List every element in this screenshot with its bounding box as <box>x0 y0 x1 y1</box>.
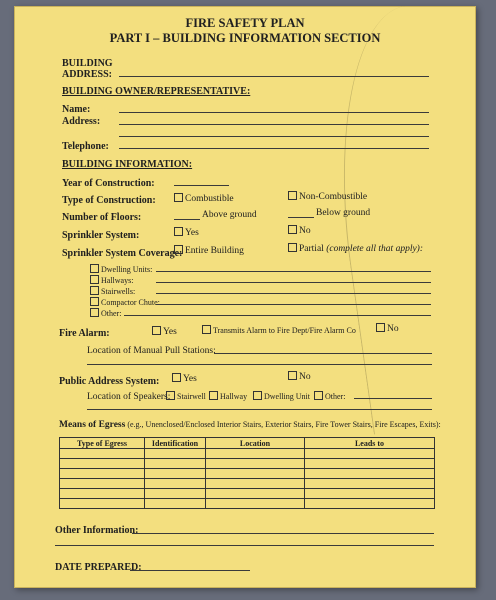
checkbox[interactable] <box>152 326 161 335</box>
fire-alarm-yes-option[interactable] <box>152 326 177 337</box>
compactor-chute-field[interactable] <box>156 304 431 305</box>
above-ground-text: Above ground <box>202 210 257 220</box>
egress-cell[interactable] <box>305 499 435 509</box>
manual-pull-field[interactable] <box>214 353 432 354</box>
owner-address-label: Address: <box>62 116 101 127</box>
no-text: No <box>387 324 399 334</box>
checkbox[interactable] <box>174 227 183 236</box>
checkbox[interactable] <box>288 243 297 252</box>
egress-cell[interactable] <box>145 479 206 489</box>
date-prepared-field[interactable] <box>130 570 250 571</box>
table-row <box>60 449 435 459</box>
form-subtitle: PART I – BUILDING INFORMATION SECTION <box>109 31 381 45</box>
coverage-item-text: Stairwells: <box>101 287 136 296</box>
checkbox[interactable] <box>376 323 385 332</box>
partial-note: (complete all that apply): <box>326 244 424 254</box>
egress-cell[interactable] <box>206 469 305 479</box>
date-prepared-label: DATE PREPARED: <box>55 562 142 573</box>
transmits-text: Transmits Alarm to Fire Dept/Fire Alarm Co <box>213 326 356 335</box>
egress-label: Means of Egress <box>59 420 126 430</box>
speaker-stairwell-option[interactable] <box>166 391 206 401</box>
checkbox[interactable] <box>174 193 183 202</box>
egress-cell[interactable] <box>305 479 435 489</box>
egress-cell[interactable] <box>60 499 145 509</box>
partial-option[interactable] <box>288 243 423 254</box>
checkbox[interactable] <box>288 191 297 200</box>
below-ground-field[interactable] <box>288 217 314 218</box>
sprinkler-yes-option[interactable] <box>174 227 199 238</box>
speakers-label: Location of Speakers: <box>87 392 171 402</box>
year-field[interactable] <box>174 185 229 186</box>
type-label: Type of Construction: <box>62 195 156 206</box>
building-address-field[interactable] <box>119 76 429 77</box>
no-text: No <box>299 226 311 236</box>
dwelling-units-field[interactable] <box>156 271 431 272</box>
egress-cell[interactable] <box>206 479 305 489</box>
fire-alarm-no-option[interactable] <box>376 323 399 334</box>
coverage-label: Sprinkler System Coverage: <box>62 248 183 259</box>
yes-text: Yes <box>185 228 199 238</box>
checkbox[interactable] <box>288 225 297 234</box>
transmits-alarm-option[interactable] <box>202 325 356 335</box>
dwelling-unit-text: Dwelling Unit <box>264 392 310 401</box>
checkbox[interactable] <box>202 325 211 334</box>
pa-no-option[interactable] <box>288 371 311 382</box>
table-row <box>60 499 435 509</box>
owner-address-field[interactable] <box>119 124 429 125</box>
speakers-field-2[interactable] <box>87 409 432 410</box>
egress-cell[interactable] <box>305 489 435 499</box>
sprinkler-no-option[interactable] <box>288 225 311 236</box>
coverage-item-text: Hallways: <box>101 276 134 285</box>
coverage-hallways[interactable] <box>90 275 133 285</box>
non-combustible-text: Non-Combustible <box>299 192 368 202</box>
checkbox[interactable] <box>288 371 297 380</box>
combustible-text: Combustible <box>185 194 234 204</box>
checkbox[interactable] <box>209 391 218 400</box>
egress-cell[interactable] <box>145 459 206 469</box>
building-info-heading: BUILDING INFORMATION: <box>62 159 193 170</box>
checkbox[interactable] <box>90 308 99 317</box>
public-address-label: Public Address System: <box>59 376 160 387</box>
speaker-dwelling-unit-option[interactable] <box>253 391 310 401</box>
egress-column-header: Leads to <box>305 438 435 449</box>
checkbox[interactable] <box>174 245 183 254</box>
above-ground-field[interactable] <box>174 219 200 220</box>
other-text: Other: <box>325 392 346 401</box>
egress-cell[interactable] <box>145 489 206 499</box>
egress-cell[interactable] <box>60 479 145 489</box>
owner-address-field-2[interactable] <box>119 136 429 137</box>
egress-cell[interactable] <box>145 469 206 479</box>
combustible-option[interactable] <box>174 193 234 204</box>
egress-cell[interactable] <box>60 489 145 499</box>
egress-column-header: Location <box>206 438 305 449</box>
egress-cell[interactable] <box>60 469 145 479</box>
speaker-other-option[interactable] <box>314 391 345 401</box>
coverage-item-text: Compactor Chute: <box>101 298 160 307</box>
other-information-label: Other Information: <box>55 525 139 536</box>
other-information-field[interactable] <box>132 533 434 534</box>
pa-yes-option[interactable] <box>172 373 197 384</box>
egress-cell[interactable] <box>305 449 435 459</box>
egress-cell[interactable] <box>60 459 145 469</box>
manual-pull-field-2[interactable] <box>87 364 432 365</box>
address-label: ADDRESS: <box>62 69 113 80</box>
entire-building-option[interactable] <box>174 245 244 256</box>
checkbox[interactable] <box>314 391 323 400</box>
egress-cell[interactable] <box>305 469 435 479</box>
owner-name-label: Name: <box>62 104 91 115</box>
owner-name-field[interactable] <box>119 112 429 113</box>
speaker-other-field[interactable] <box>354 398 432 399</box>
checkbox[interactable] <box>166 391 175 400</box>
egress-column-header: Type of Egress <box>60 438 145 449</box>
yes-text: Yes <box>183 374 197 384</box>
coverage-item-text: Other: <box>101 309 122 318</box>
egress-cell[interactable] <box>206 459 305 469</box>
checkbox[interactable] <box>90 275 99 284</box>
table-row <box>60 469 435 479</box>
checkbox[interactable] <box>90 286 99 295</box>
coverage-other[interactable] <box>90 308 121 318</box>
egress-column-header: Identification <box>145 438 206 449</box>
egress-table-body <box>60 449 435 509</box>
coverage-other-field[interactable] <box>124 315 431 316</box>
sprinkler-label: Sprinkler System: <box>62 230 140 241</box>
egress-label-row <box>59 420 441 430</box>
floors-label: Number of Floors: <box>62 212 142 223</box>
hallway-text: Hallway <box>220 392 248 401</box>
building-label: BUILDING <box>62 58 113 69</box>
checkbox[interactable] <box>253 391 262 400</box>
coverage-stairwells[interactable] <box>90 286 135 296</box>
table-row <box>60 479 435 489</box>
egress-cell[interactable] <box>145 499 206 509</box>
no-text: No <box>299 372 311 382</box>
checkbox[interactable] <box>90 297 99 306</box>
form-title: FIRE SAFETY PLAN <box>185 16 305 30</box>
coverage-item-text: Dwelling Units: <box>101 265 153 274</box>
owner-telephone-field[interactable] <box>119 148 429 149</box>
speaker-hallway-option[interactable] <box>209 391 247 401</box>
egress-cell[interactable] <box>60 449 145 459</box>
non-combustible-option[interactable] <box>288 191 367 202</box>
egress-cell[interactable] <box>305 459 435 469</box>
egress-table <box>59 437 435 509</box>
other-information-field-2[interactable] <box>55 545 434 546</box>
fire-alarm-label: Fire Alarm: <box>59 328 110 339</box>
entire-building-text: Entire Building <box>185 246 244 256</box>
owner-telephone-label: Telephone: <box>62 141 109 152</box>
below-ground-text: Below ground <box>316 208 371 218</box>
stairwells-field[interactable] <box>156 293 431 294</box>
paper-fold-shadow <box>316 6 476 434</box>
checkbox[interactable] <box>90 264 99 273</box>
coverage-dwelling-units[interactable] <box>90 264 152 274</box>
owner-heading: BUILDING OWNER/REPRESENTATIVE: <box>62 86 251 97</box>
egress-cell[interactable] <box>206 499 305 509</box>
checkbox[interactable] <box>172 373 181 382</box>
hallways-field[interactable] <box>156 282 431 283</box>
egress-cell[interactable] <box>145 449 206 459</box>
year-label: Year of Construction: <box>62 178 155 189</box>
table-row <box>60 459 435 469</box>
egress-note: (e.g., Unenclosed/Enclosed Interior Stairs, Exterior Stairs, Fire Tower Stairs, Fire Escapes, Exits): <box>127 420 441 429</box>
partial-text: Partial <box>299 244 324 254</box>
manual-pull-label: Location of Manual Pull Stations: <box>87 346 216 356</box>
egress-cell[interactable] <box>206 449 305 459</box>
table-row <box>60 489 435 499</box>
form-paper <box>14 6 476 588</box>
coverage-compactor-chute[interactable] <box>90 297 160 307</box>
stairwell-text: Stairwell <box>177 392 206 401</box>
yes-text: Yes <box>163 327 177 337</box>
egress-cell[interactable] <box>206 489 305 499</box>
